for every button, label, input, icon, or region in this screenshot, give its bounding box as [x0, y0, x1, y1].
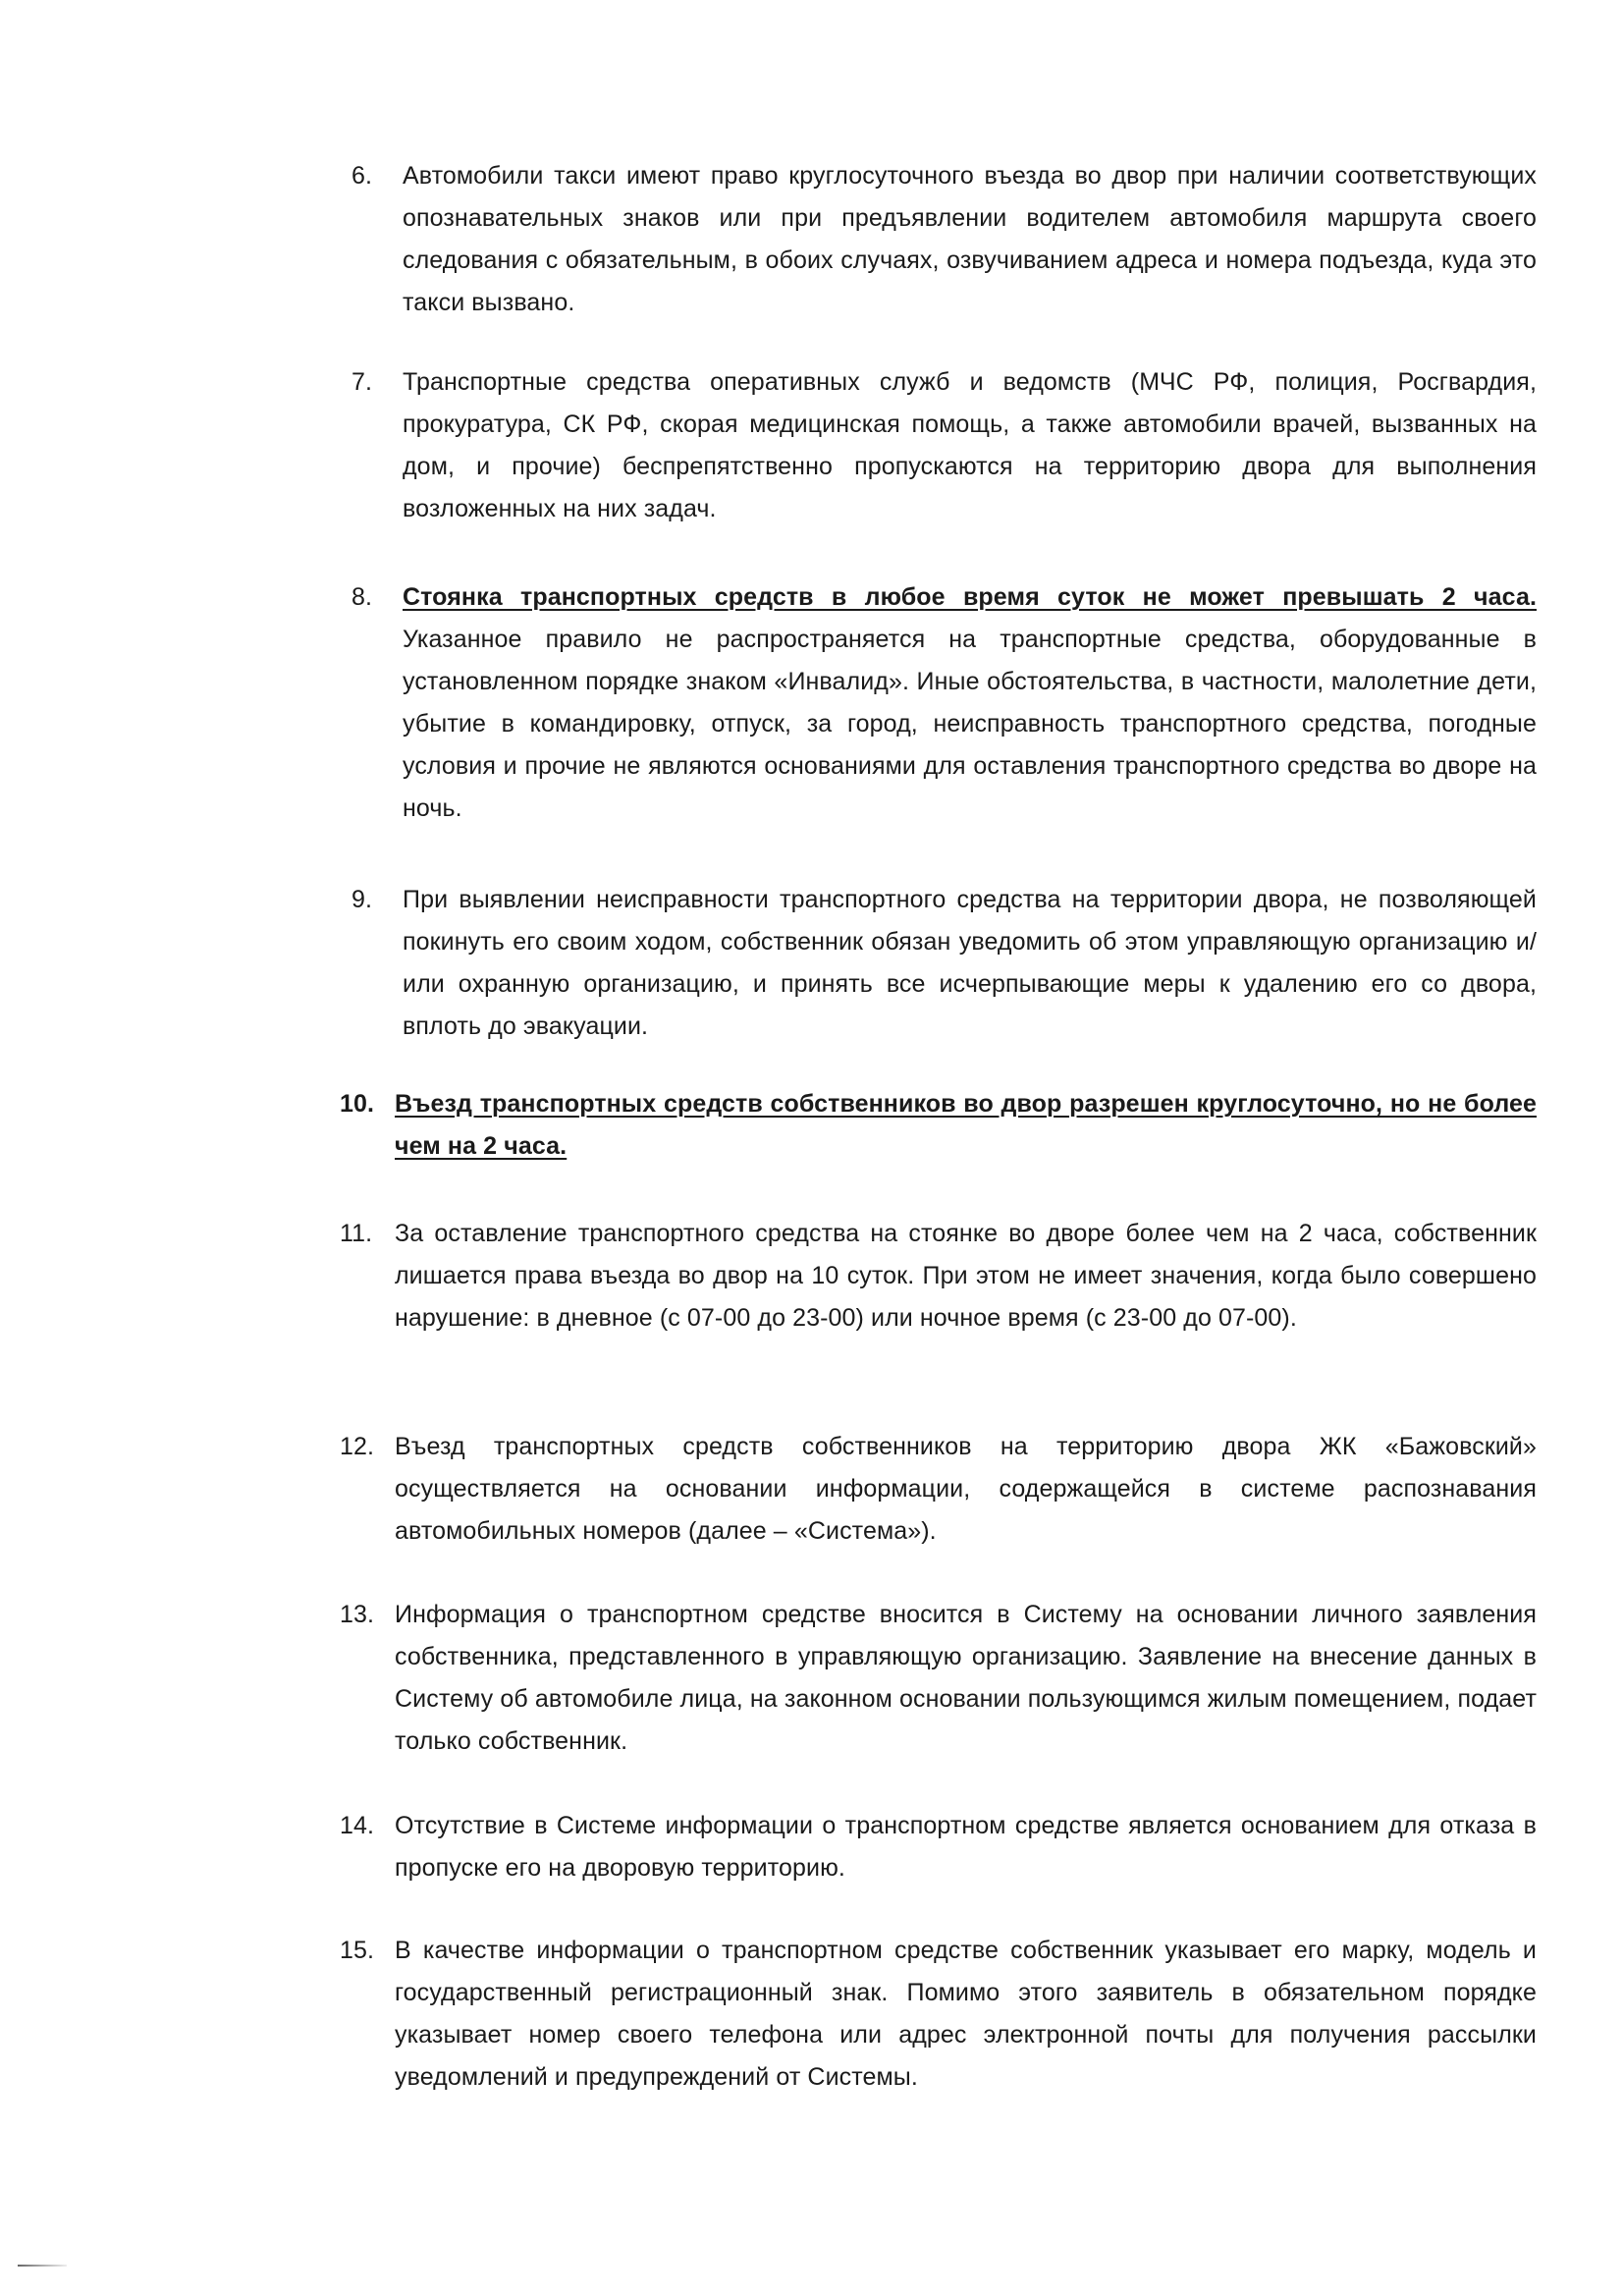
item-text: Транспортные средства оперативных служб и ведомств (МЧС РФ, полиция, Росгвардия, прокуратура, СК РФ, скорая медицинская помощь, а также автомобили врачей, вызванных на дом, и прочие) беспрепятственно пропускаются на территорию двора для выполнения возложенных на них задач.	[403, 368, 1537, 522]
item-text: Информация о транспортном средстве вносится в Систему на основании личного заявления собственника, представленного в управляющую организацию. Заявление на внесение данных в Систему об автомобиле лица, на законном основании пользующимся жилым помещением, подает только собственник.	[395, 1601, 1537, 1755]
item-number: 13.	[340, 1601, 375, 1628]
list-item-14	[340, 1805, 1537, 1889]
list-item-12	[340, 1426, 1537, 1553]
list-item-11	[340, 1213, 1537, 1339]
item-number: 11.	[340, 1220, 373, 1247]
item-text	[395, 1083, 1537, 1168]
list-item-7	[353, 361, 1537, 530]
item-number: 7.	[352, 368, 373, 396]
item-number: 15.	[340, 1937, 375, 1964]
list-item-13	[340, 1594, 1537, 1763]
item-number: 14.	[340, 1812, 375, 1839]
item-number: 10.	[340, 1090, 375, 1118]
item-number: 6.	[352, 162, 373, 190]
item-text: Въезд транспортных средств собственников на территорию двора ЖК «Бажовский» осуществляется на основании информации, содержащейся в системе распознавания автомобильных номеров (далее – «Система»).	[395, 1433, 1537, 1545]
item-text: При выявлении неисправности транспортного средства на территории двора, не позволяющей покинуть его своим ходом, собственник обязан уведомить об этом управляющую организацию и/или охранную организацию, и принять все исчерпывающие меры к удалению его со двора, вплоть до эвакуации.	[403, 886, 1537, 1040]
item-text: За оставление транспортного средства на стоянке во дворе более чем на 2 часа, собственник лишается права въезда во двор на 10 суток. При этом не имеет значения, когда было совершено нарушение: в дневное (с 07-00 до 23-00) или ночное время (с 23-00 до 07-00).	[395, 1220, 1537, 1332]
item-emphasis: Стоянка транспортных средств в любое время суток не может превышать 2 часа.	[403, 583, 1537, 611]
item-number: 8.	[352, 583, 373, 611]
list-item-10	[340, 1083, 1537, 1168]
item-text: Автомобили такси имеют право круглосуточного въезда во двор при наличии соответствующих опознавательных знаков или при предъявлении водителем автомобиля маршрута своего следования с обязательным, в обоих случаях, озвучиванием адреса и номера подъезда, куда это такси вызвано.	[403, 162, 1537, 316]
item-text	[403, 576, 1537, 830]
scan-artifact-line	[18, 2265, 67, 2267]
item-number: 12.	[340, 1433, 375, 1460]
list-item-15	[340, 1930, 1537, 2099]
list-item-8	[353, 576, 1537, 830]
item-text: В качестве информации о транспортном средстве собственник указывает его марку, модель и государственный регистрационный знак. Помимо этого заявитель в обязательном порядке указывает номер своего телефона или адрес электронной почты для получения рассылки уведомлений и предупреждений от Системы.	[395, 1937, 1537, 2091]
item-number: 9.	[352, 886, 373, 913]
list-item-6	[353, 155, 1537, 324]
item-continuation: Указанное правило не распространяется на транспортные средства, оборудованные в установленном порядке знаком «Инвалид». Иные обстоятельства, в частности, малолетние дети, убытие в командировку, отпуск, за город, неисправность транспортного средства, погодные условия и прочие не являются основаниями для оставления транспортного средства во дворе на ночь.	[403, 626, 1537, 822]
list-item-9	[353, 879, 1537, 1048]
item-emphasis: Въезд транспортных средств собственников во двор разрешен круглосуточно, но не более чем на 2 часа.	[395, 1090, 1537, 1160]
item-text: Отсутствие в Системе информации о транспортном средстве является основанием для отказа в пропуске его на дворовую территорию.	[395, 1812, 1537, 1882]
